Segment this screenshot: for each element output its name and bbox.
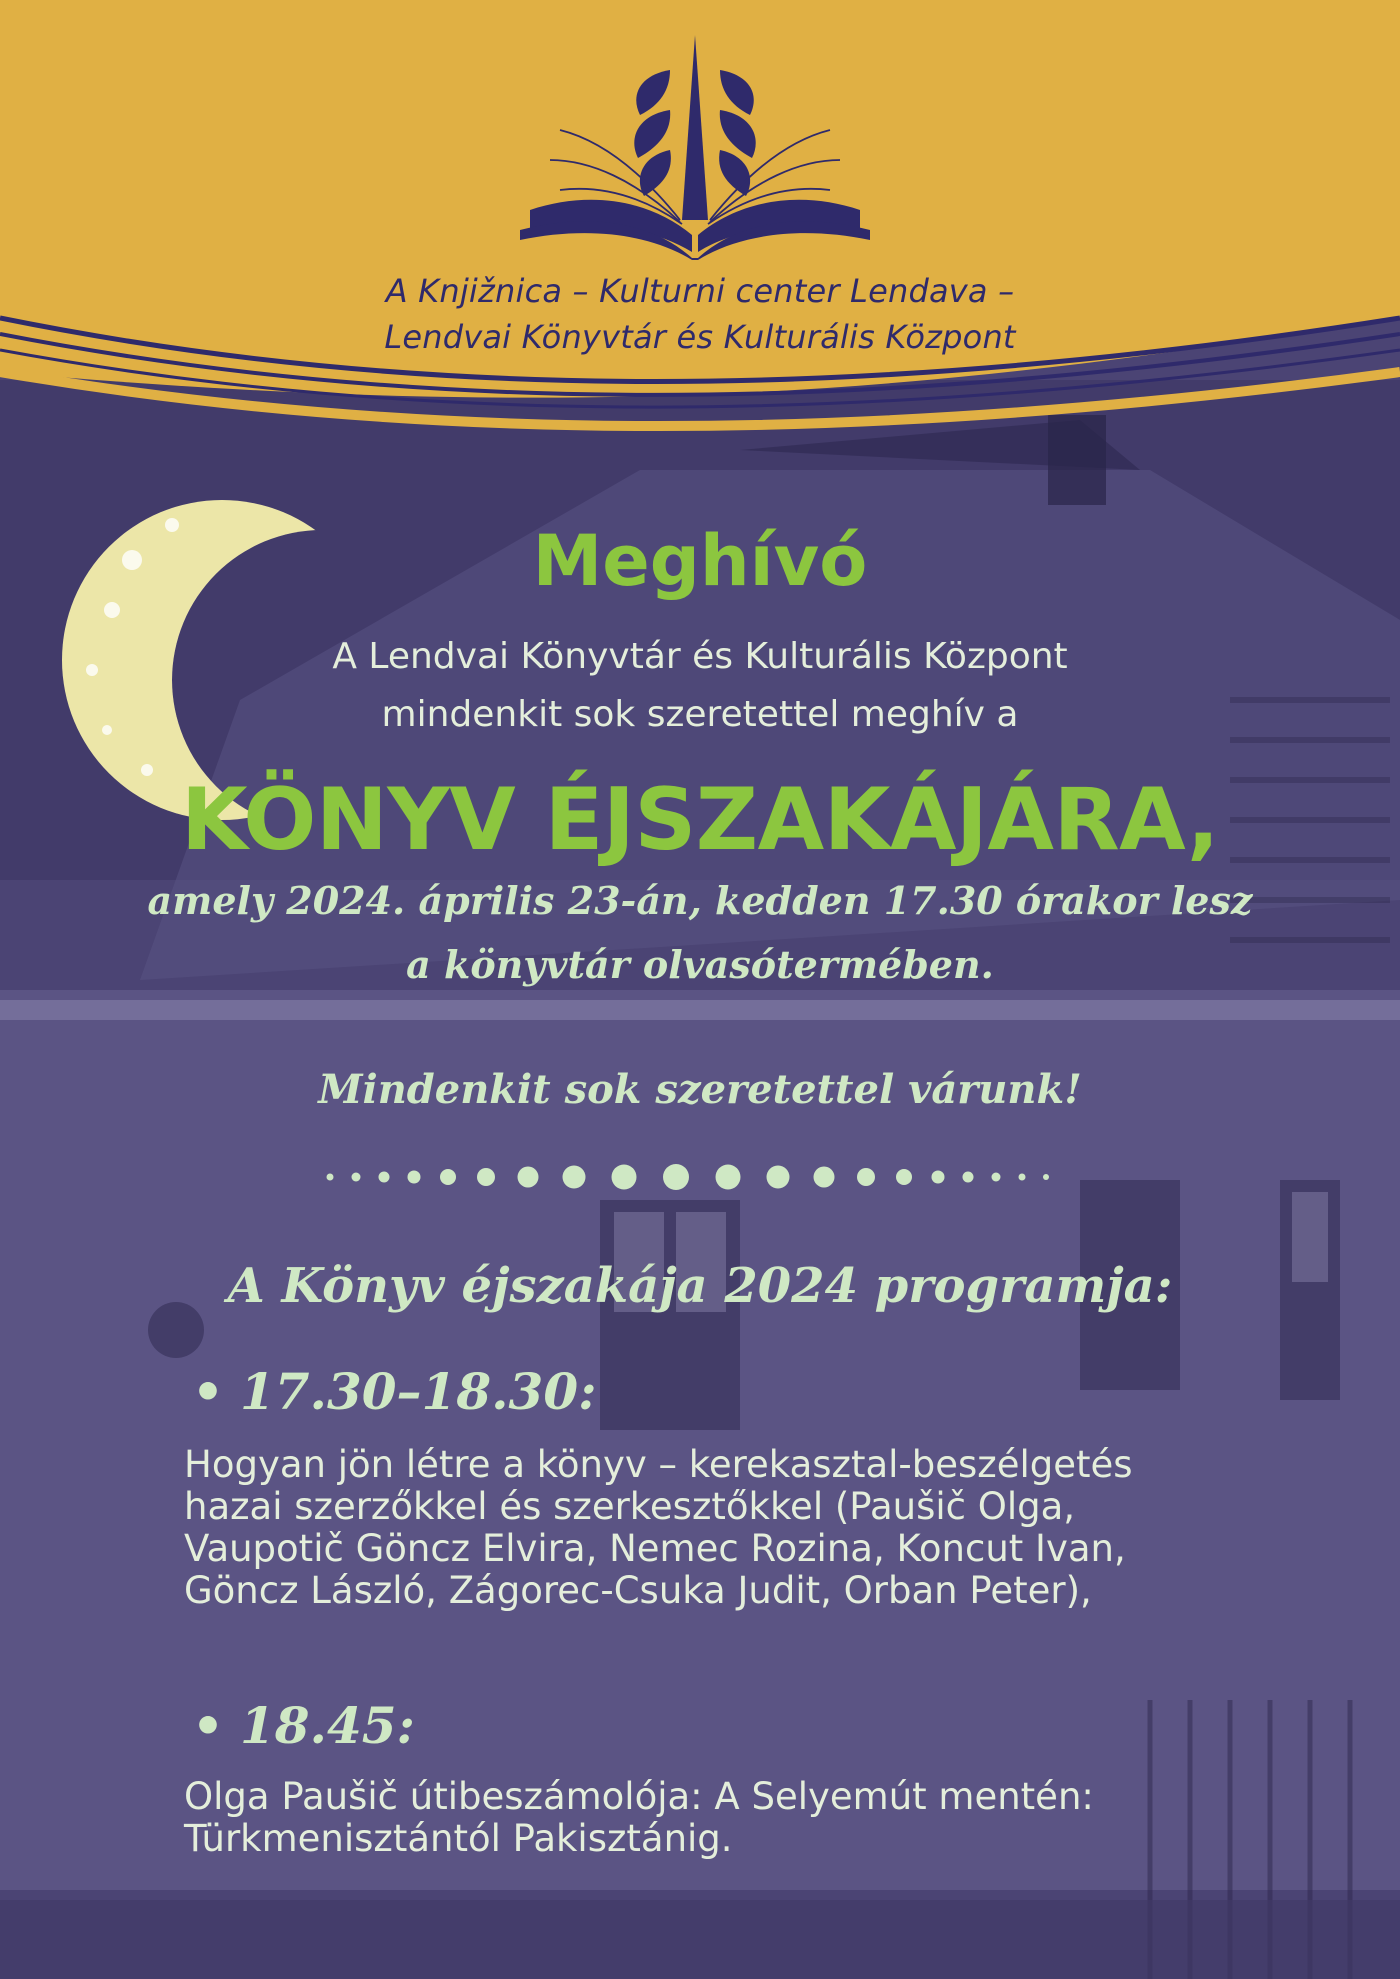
program-item-1-line-3: Vaupotič Göncz Elvira, Nemec Rozina, Koncut Ivan, bbox=[184, 1527, 1126, 1570]
bullet-icon: • bbox=[192, 1696, 224, 1755]
organization-name-line-1: A Knjižnica – Kulturni center Lendava – bbox=[385, 272, 1015, 310]
event-detail-line-2: a könyvtár olvasótermében. bbox=[406, 942, 994, 987]
invitation-title: Meghívó bbox=[532, 520, 868, 602]
program-item-1-time bbox=[192, 1362, 597, 1421]
dot-divider bbox=[320, 1160, 1080, 1194]
bullet-icon: • bbox=[192, 1362, 224, 1421]
event-detail-line-1: amely 2024. április 23-án, kedden 17.30 órakor lesz bbox=[147, 878, 1253, 923]
program-item-1-description bbox=[184, 1444, 1304, 1612]
book-and-wheat-logo-icon bbox=[520, 30, 870, 260]
program-item-2-time-text: 18.45: bbox=[239, 1696, 415, 1755]
program-title: A Könyv éjszakája 2024 programja: bbox=[227, 1258, 1173, 1314]
program-item-1-line-1: Hogyan jön létre a könyv – kerekasztal-beszélgetés bbox=[184, 1443, 1133, 1486]
program-item-2-line-1: Olga Paušič útibeszámolója: A Selyemút mentén: bbox=[184, 1775, 1094, 1818]
program-item-1-time-text: 17.30–18.30: bbox=[239, 1362, 597, 1421]
event-title: KÖNYV ÉJSZAKÁJÁRA, bbox=[180, 770, 1220, 870]
program-item-1-line-2: hazai szerzőkkel és szerkesztőkkel (Paušič Olga, bbox=[184, 1485, 1076, 1528]
organization-name-line-2: Lendvai Könyvtár és Kulturális Központ bbox=[384, 318, 1016, 356]
program-item-2-line-2: Türkmenisztántól Pakisztánig. bbox=[184, 1817, 733, 1860]
intro-line-1: A Lendvai Könyvtár és Kulturális Központ bbox=[332, 636, 1068, 677]
program-item-2-description bbox=[184, 1776, 1304, 1860]
program-item-2-time bbox=[192, 1696, 415, 1755]
intro-line-2: mindenkit sok szeretettel meghív a bbox=[381, 694, 1019, 735]
program-item-1-line-4: Göncz László, Zágorec-Csuka Judit, Orban Peter), bbox=[184, 1569, 1092, 1612]
welcome-message: Mindenkit sok szeretettel várunk! bbox=[318, 1066, 1082, 1113]
